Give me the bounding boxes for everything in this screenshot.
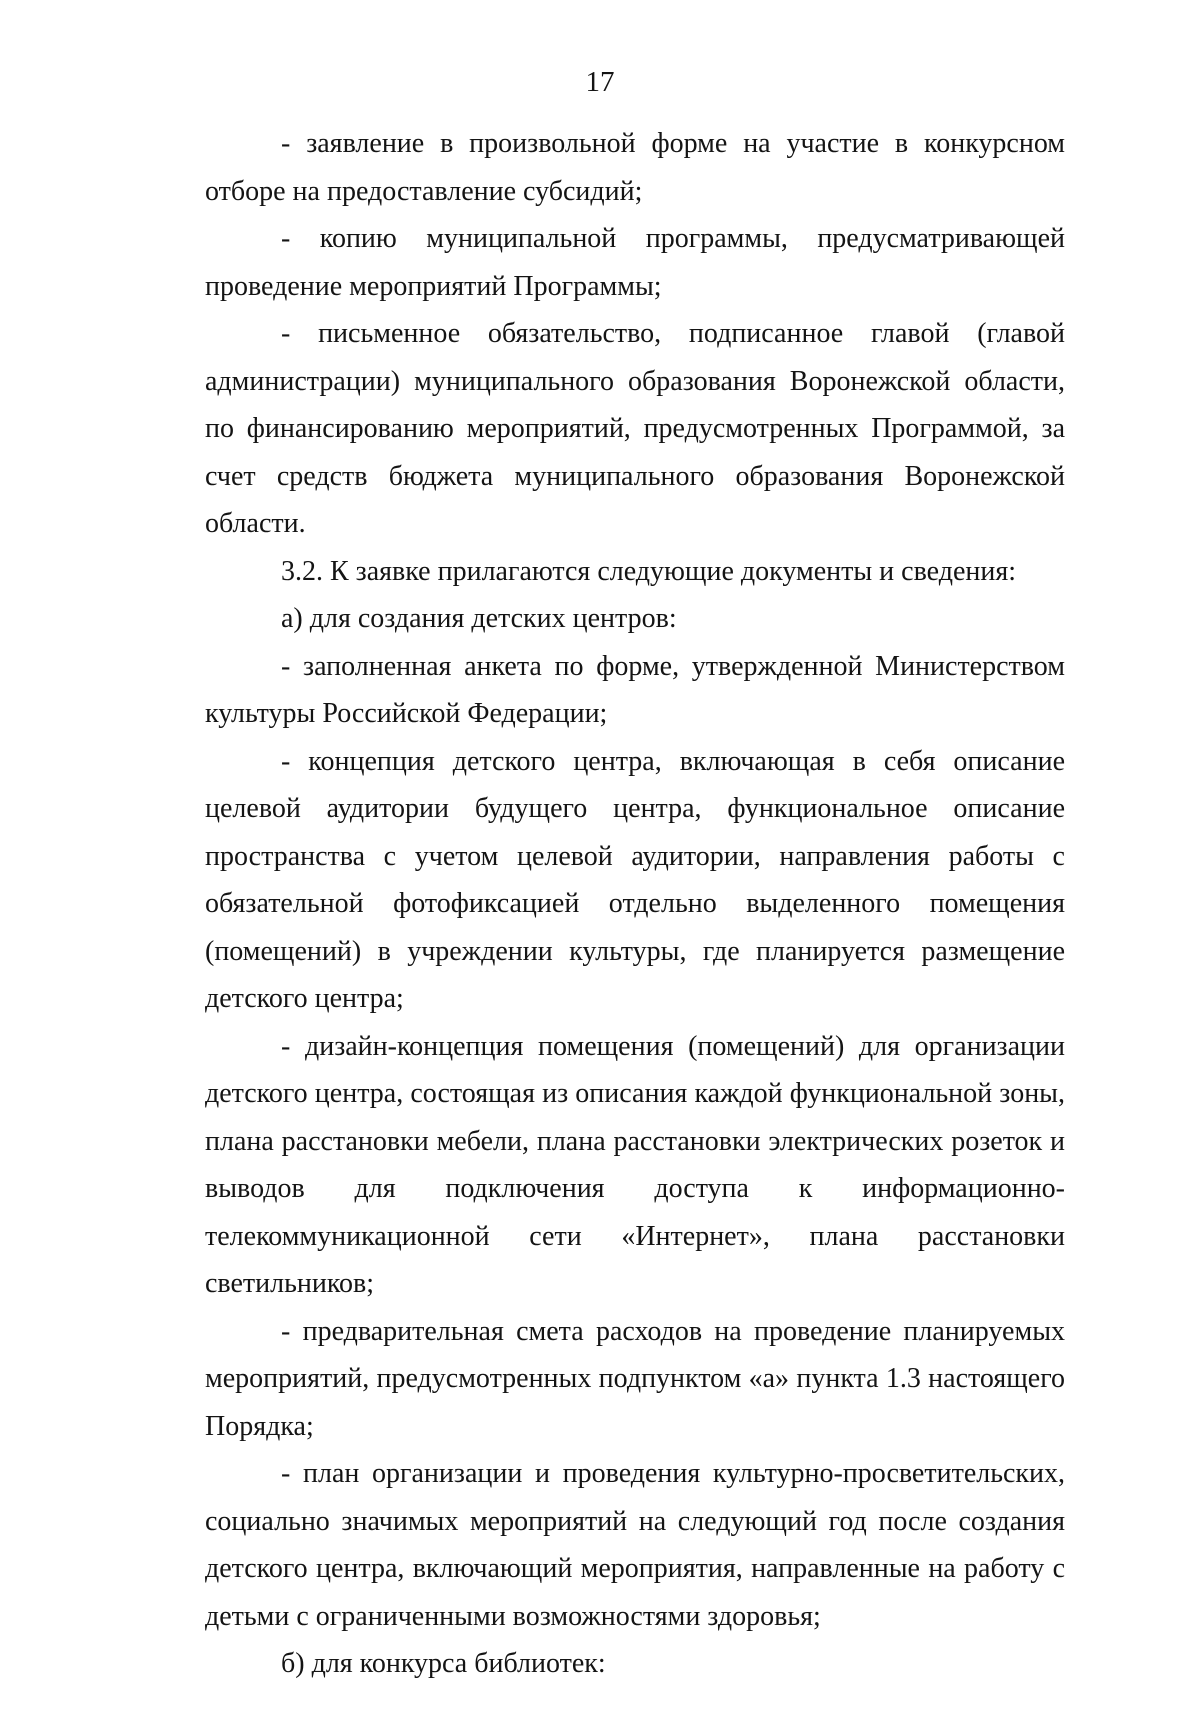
paragraph-design-concept: - дизайн-концепция помещения (помещений) для организации детского центра, состоящая из описания каждой функциональной зоны, плана расстановки мебели, плана расстановки электрических розеток и выводов для подключения доступа к информационно-телекоммуникационной сети «Интернет», плана расстановки светильников; [205, 1030, 1065, 1299]
paragraph-section-3-2: 3.2. К заявке прилагаются следующие документы и сведения: [281, 555, 1016, 587]
paragraph-events-plan: - план организации и проведения культурно-просветительских, социально значимых мероприятий на следующий год после создания детского центра, включающий мероприятия, направленные на работу с детьми с ограниченными возможностями здоровья; [205, 1458, 1065, 1632]
document-body [205, 120, 1065, 1688]
paragraph-subsection-b: б) для конкурса библиотек: [281, 1648, 606, 1679]
page-number: 17 [585, 66, 615, 98]
paragraph-application-statement: - заявление в произвольной форме на участие в конкурсном отборе на предоставление субсидий; [205, 128, 1065, 207]
paragraph-subsection-a: а) для создания детских центров: [281, 603, 677, 634]
paragraph-cost-estimate: - предварительная смета расходов на проведение планируемых мероприятий, предусмотренных подпунктом «а» пункта 1.3 настоящего Порядка; [205, 1315, 1065, 1442]
paragraph-questionnaire: - заполненная анкета по форме, утвержденной Министерством культуры Российской Федерации; [205, 650, 1065, 729]
paragraph-written-obligation: - письменное обязательство, подписанное главой (главой администрации) муниципального образования Воронежской области, по финансированию мероприятий, предусмотренных Программой, за счет средств бюджета муниципального образования Воронежской области. [205, 318, 1065, 539]
paragraph-center-concept: - концепция детского центра, включающая в себя описание целевой аудитории будущего центра, функциональное описание пространства с учетом целевой аудитории, направления работы с обязательной фотофиксацией отдельно выделенного помещения (помещений) в учреждении культуры, где планируется размещение детского центра; [205, 745, 1065, 1014]
paragraph-municipal-program-copy: - копию муниципальной программы, предусматривающей проведение мероприятий Программы; [205, 223, 1065, 302]
